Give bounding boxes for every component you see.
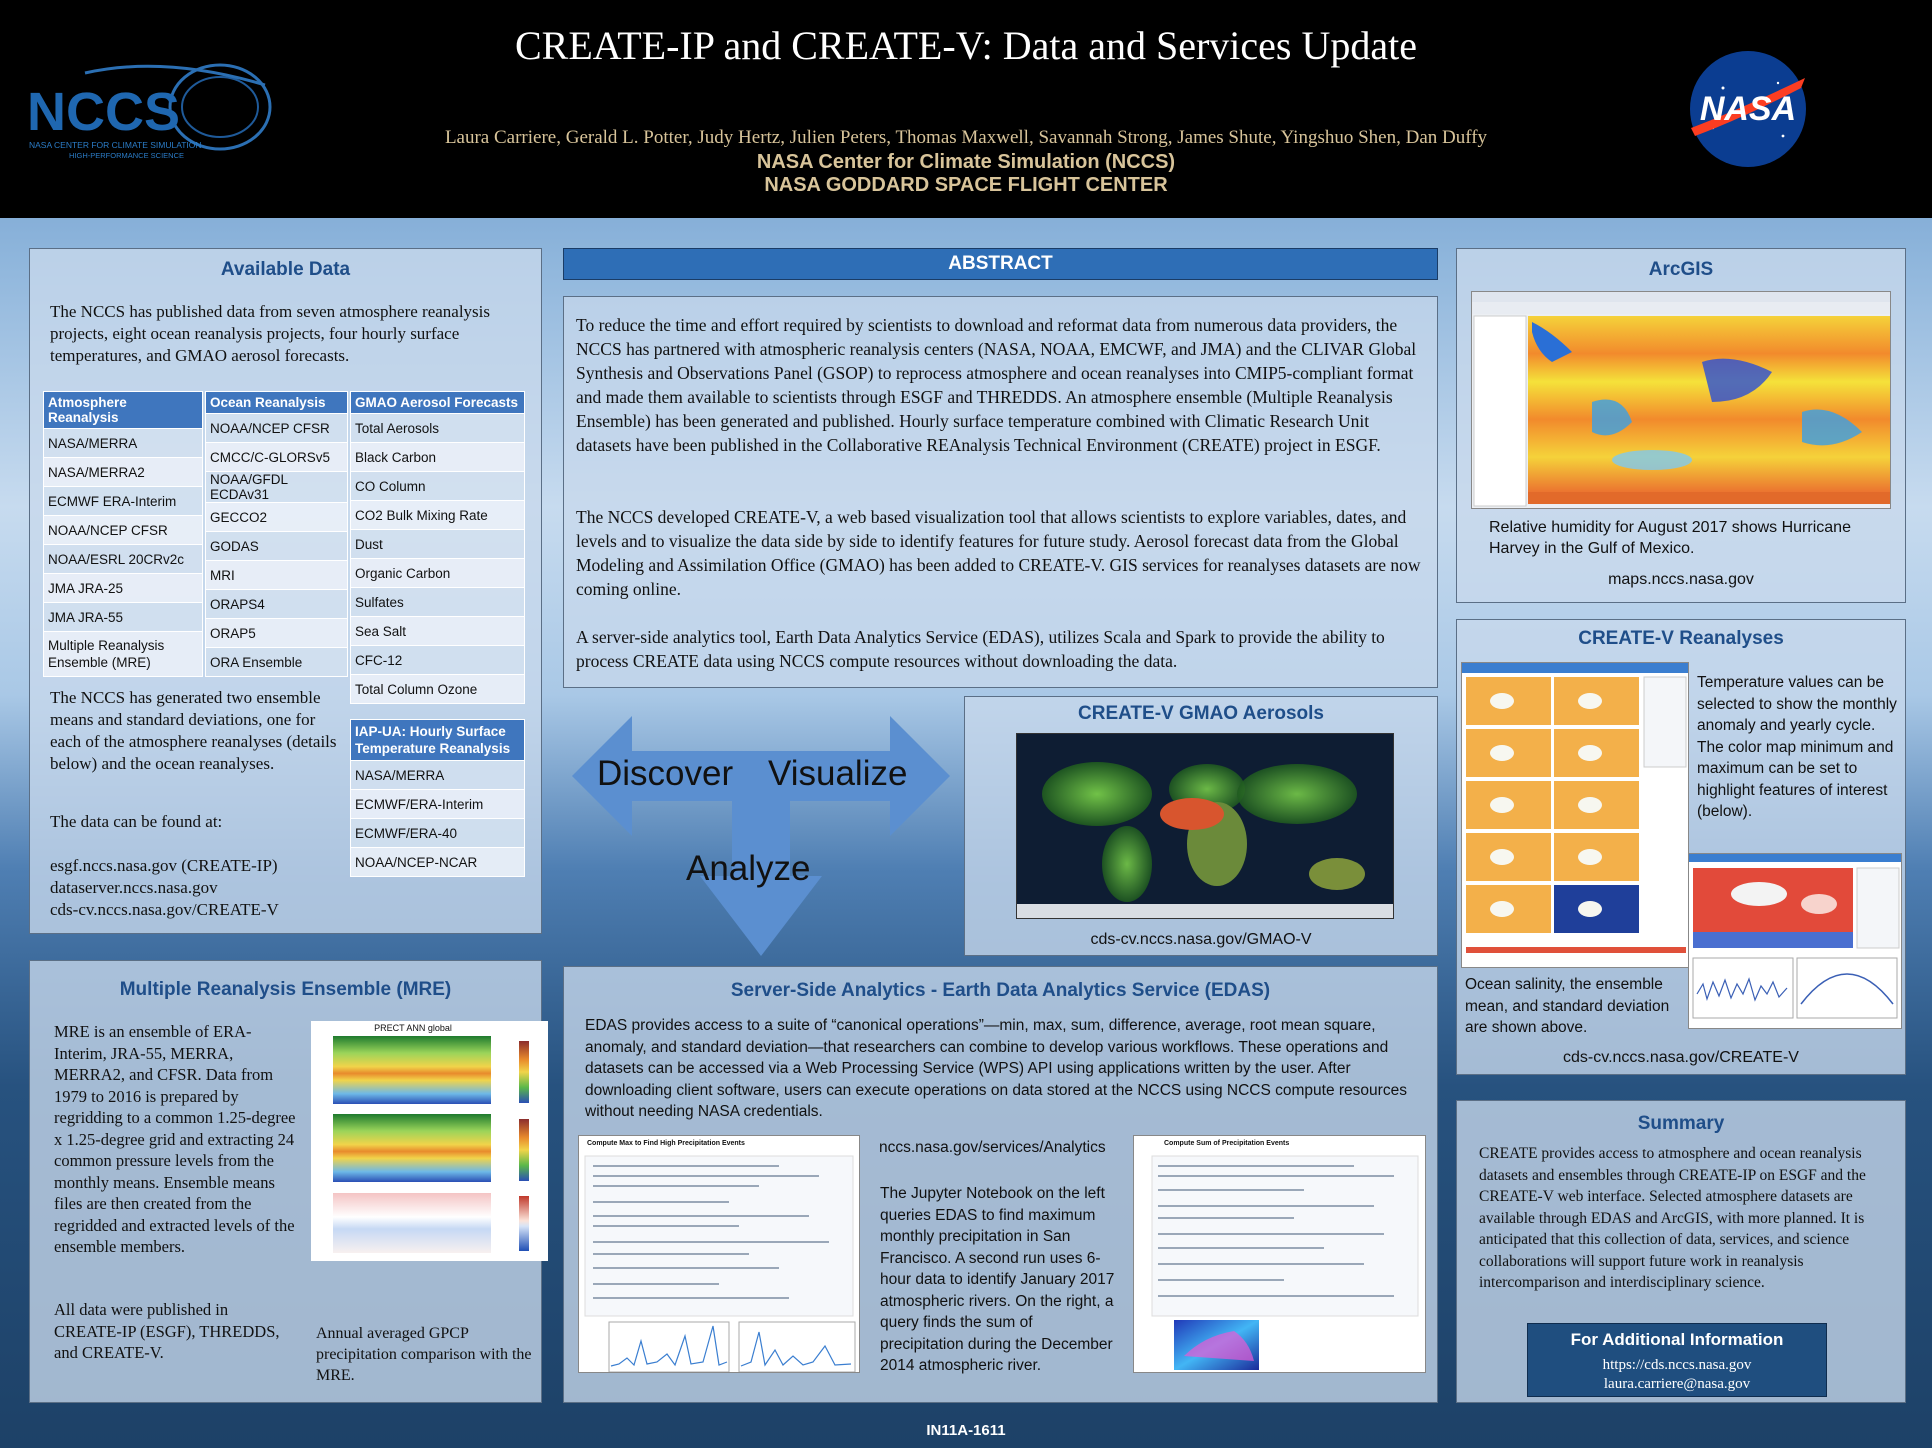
notebook-sum-screenshot: Compute Sum of Precipitation Events <box>1133 1135 1426 1373</box>
nasa-logo <box>1683 48 1813 170</box>
summary-text: CREATE provides access to atmosphere and ocean reanalysis datasets and ensembles through CREATE-IP on ESGF and the CREATE-V web interface. Selected atmosphere datasets are available through EDAS and ArcGIS, with more planned. It is anticipated that this collection of data, services, and science collaborations will support future work in reanalysis intercomparison and interdisciplinary science. <box>1479 1145 1866 1291</box>
iap-header: IAP-UA: Hourly Surface Temperature Reanalysis <box>351 720 525 761</box>
table-row: NOAA/NCEP CFSR <box>44 516 203 545</box>
svg-text:NCCS: NCCS <box>27 82 181 142</box>
available-data-panel <box>29 248 542 934</box>
contact-email-link[interactable]: laura.carriere@nasa.gov <box>1603 1376 1751 1392</box>
mre-description: MRE is an ensemble of ERA-Interim, JRA-55, MERRA, MERRA2, and CFSR. Data from 1979 to 2016 is prepared by regridding to a common 1.25-degree x 1.25-degree grid and extracting 24 common pressure levels from the monthly means. Ensemble means files are then created from the regridded and extracted levels of the ensemble members. <box>54 1022 296 1256</box>
table-row: Black Carbon <box>351 443 525 472</box>
table-row: NOAA/NCEP CFSR <box>206 414 348 443</box>
table-row: Sulfates <box>351 588 525 617</box>
arcgis-url[interactable]: maps.nccs.nasa.gov <box>1608 571 1754 588</box>
summary-panel <box>1456 1100 1906 1403</box>
ocean-reanalysis-table <box>205 391 348 677</box>
createv-reanalyses-panel <box>1456 619 1906 1075</box>
table-row: CMCC/C-GLORSv5 <box>206 443 348 472</box>
arcgis-title: ArcGIS <box>1648 259 1714 280</box>
table-row: CO Column <box>351 472 525 501</box>
table-row: Dust <box>351 530 525 559</box>
table-row: ECMWF/ERA-40 <box>351 819 525 848</box>
gpcp-comparison-figure <box>311 1021 548 1261</box>
iap-ua-table <box>350 719 525 877</box>
edas-title: Server-Side Analytics - Earth Data Analytics Service (EDAS) <box>730 980 1271 1001</box>
mre-figure-caption: Annual averaged GPCP precipitation comparison with the MRE. <box>316 1325 532 1384</box>
arcgis-panel <box>1456 248 1906 603</box>
table-row: NOAA/NCEP-NCAR <box>351 848 525 877</box>
table-row: CO2 Bulk Mixing Rate <box>351 501 525 530</box>
createv-temperature-text: Temperature values can be selected to show the monthly anomaly and yearly cycle. The color map minimum and maximum can be set to highlight features of interest (below). <box>1697 674 1897 820</box>
visualize-label: Visualize <box>768 754 908 793</box>
edas-url[interactable]: nccs.nasa.gov/services/Analytics <box>879 1139 1106 1156</box>
organization-line-1: NASA Center for Climate Simulation (NCCS) <box>756 151 1176 173</box>
aerosol-header: GMAO Aerosol Forecasts <box>351 392 525 414</box>
table-row: Total Column Ozone <box>351 675 525 704</box>
arcgis-screenshot <box>1471 291 1891 509</box>
table-row: MRI <box>206 561 348 590</box>
gmao-aerosols-panel <box>964 696 1438 956</box>
abstract-paragraph-2: The NCCS developed CREATE-V, a web based visualization tool that allows scientists to explore variables, dates, and levels and to visualize the data side by side to identify features for future study. Aerosol forecast data from the Global Modeling and Assimilation Office (GMAO) has been added to CREATE-V. GIS services for reanalyses datasets are now coming online. <box>576 507 1421 599</box>
table-row: GODAS <box>206 532 348 561</box>
available-data-intro: The NCCS has published data from seven atmosphere reanalysis projects, eight ocean reanalysis projects, four hourly surface temperatures, and GMAO aerosol forecasts. <box>50 302 491 365</box>
table-row: GECCO2 <box>206 503 348 532</box>
atmosphere-reanalysis-table <box>43 391 203 677</box>
table-row: NOAA/ESRL 20CRv2c <box>44 545 203 574</box>
atmosphere-header: Atmosphere Reanalysis <box>44 392 203 429</box>
abstract-paragraph-1: To reduce the time and effort required by scientists to download and reformat data from numerous data providers, the NCCS has partnered with atmospheric reanalysis centers (NASA, NOAA, EMCWF, and JMA) and the CLIVAR Global Synthesis and Observations Panel (GSOP) to reprocess atmosphere and ocean reanalyses into CMIP5-compliant format and made them available to scientists through ESGF and THREDDS. An atmosphere ensemble (Multiple Reanalysis Ensemble) has been generated and published. Hourly surface temperature combined with Climatic Research Unit datasets have been published in the Collaborative REAnalysis Technical Environment (CREATE) project in ESGF. <box>576 315 1417 455</box>
abstract-panel <box>563 296 1438 688</box>
gmao-title: CREATE-V GMAO Aerosols <box>1078 703 1324 724</box>
table-row: JMA JRA-55 <box>44 603 203 632</box>
table-row: NASA/MERRA2 <box>44 458 203 487</box>
createv-salinity-screenshot <box>1461 662 1689 968</box>
createv-url[interactable]: cds-cv.nccs.nasa.gov/CREATE-V <box>1563 1049 1799 1066</box>
gmao-url[interactable]: cds-cv.nccs.nasa.gov/GMAO-V <box>1090 931 1312 948</box>
author-list: Laura Carriere, Gerald L. Potter, Judy Hertz, Julien Peters, Thomas Maxwell, Savannah Strong, James Shute, Yingshuo Shen, Dan Duffy <box>444 127 1488 148</box>
edas-notebook-caption: The Jupyter Notebook on the left queries EDAS to find maximum monthly precipitation in San Francisco. A second run uses 6-hour data to identify January 2017 atmospheric rivers. On the right, a query finds the sum of precipitation during the December 2014 atmospheric river. <box>880 1185 1115 1374</box>
createv-salinity-text: Ocean salinity, the ensemble mean, and standard deviation are shown above. <box>1465 976 1670 1036</box>
table-row: Sea Salt <box>351 617 525 646</box>
organization-line-2: NASA GODDARD SPACE FLIGHT CENTER <box>764 174 1168 196</box>
poster-id: IN11A-1611 <box>926 1422 1006 1439</box>
cds-website-link[interactable]: https://cds.nccs.nasa.gov <box>1602 1357 1752 1373</box>
svg-text:NASA: NASA <box>1699 90 1797 128</box>
data-location-label: The data can be found at: <box>50 812 223 831</box>
dataserver-link[interactable]: dataserver.nccs.nasa.gov <box>50 878 218 897</box>
edas-description: EDAS provides access to a suite of “canonical operations”—min, max, sum, difference, average, root mean square, anomaly, and standard deviation—that researchers can combine to develop various workflows. These operations and datasets can be accessed via a Web Processing Service (WPS) API using applications written by the user. After downloading client software, users can execute operations on data stored at the NCCS using NCCS compute resources without needing NASA credentials. <box>585 1017 1407 1120</box>
createv-temperature-screenshot <box>1688 853 1902 1029</box>
gmao-aerosol-table <box>350 391 525 704</box>
abstract-heading: ABSTRACT <box>563 248 1438 280</box>
createv-title: CREATE-V Reanalyses <box>1578 628 1784 649</box>
additional-info-box <box>1527 1323 1827 1397</box>
svg-text:PRECT ANN global: PRECT ANN global <box>374 1023 452 1033</box>
table-row: Total Aerosols <box>351 414 525 443</box>
table-row: ORA Ensemble <box>206 648 348 677</box>
table-row: CFC-12 <box>351 646 525 675</box>
table-row: ORAPS4 <box>206 590 348 619</box>
additional-info-title: For Additional Information <box>1570 1330 1784 1349</box>
table-row: JMA JRA-25 <box>44 574 203 603</box>
table-row: ECMWF/ERA-Interim <box>351 790 525 819</box>
table-row: Organic Carbon <box>351 559 525 588</box>
table-row: NASA/MERRA <box>351 761 525 790</box>
mre-panel <box>29 960 542 1403</box>
table-row: ECMWF ERA-Interim <box>44 487 203 516</box>
table-row: ORAP5 <box>206 619 348 648</box>
table-row: NOAA/GFDL ECDAv31 <box>206 472 348 503</box>
summary-title: Summary <box>1637 1113 1725 1134</box>
table-row: Multiple Reanalysis Ensemble (MRE) <box>44 632 203 677</box>
discover-label: Discover <box>597 754 734 793</box>
table-row: NASA/MERRA <box>44 429 203 458</box>
poster-title: CREATE-IP and CREATE-V: Data and Services Update <box>514 23 1417 68</box>
abstract-paragraph-3: A server-side analytics tool, Earth Data Analytics Service (EDAS), utilizes Scala and Spark to provide the ability to process CREATE data using NCCS compute resources without downloading the data. <box>576 627 1385 671</box>
notebook-max-screenshot: Compute Max to Find High Precipitation Events <box>578 1135 860 1373</box>
arcgis-caption: Relative humidity for August 2017 shows Hurricane Harvey in the Gulf of Mexico. <box>1489 519 1851 557</box>
createv-link[interactable]: cds-cv.nccs.nasa.gov/CREATE-V <box>50 900 279 919</box>
edas-panel <box>563 966 1438 1403</box>
available-data-title: Available Data <box>220 259 351 280</box>
esgf-link[interactable]: esgf.nccs.nasa.gov (CREATE-IP) <box>50 856 278 875</box>
mre-publication: All data were published in CREATE-IP (ESGF), THREDDS, and CREATE-V. <box>54 1300 280 1362</box>
svg-text:NASA CENTER FOR CLIMATE SIMULA: NASA CENTER FOR CLIMATE SIMULATION <box>29 140 202 150</box>
ocean-header: Ocean Reanalysis <box>206 392 348 414</box>
svg-text:HIGH-PERFORMANCE SCIENCE: HIGH-PERFORMANCE SCIENCE <box>69 151 185 160</box>
analyze-label: Analyze <box>686 849 811 888</box>
mre-title: Multiple Reanalysis Ensemble (MRE) <box>119 979 452 1000</box>
workflow-arrows <box>572 716 950 956</box>
ensemble-text: The NCCS has generated two ensemble means and standard deviations, one for each of the atmosphere reanalyses (details below) and the ocean reanalyses. <box>50 688 337 773</box>
aerosol-map-image <box>1016 733 1394 919</box>
